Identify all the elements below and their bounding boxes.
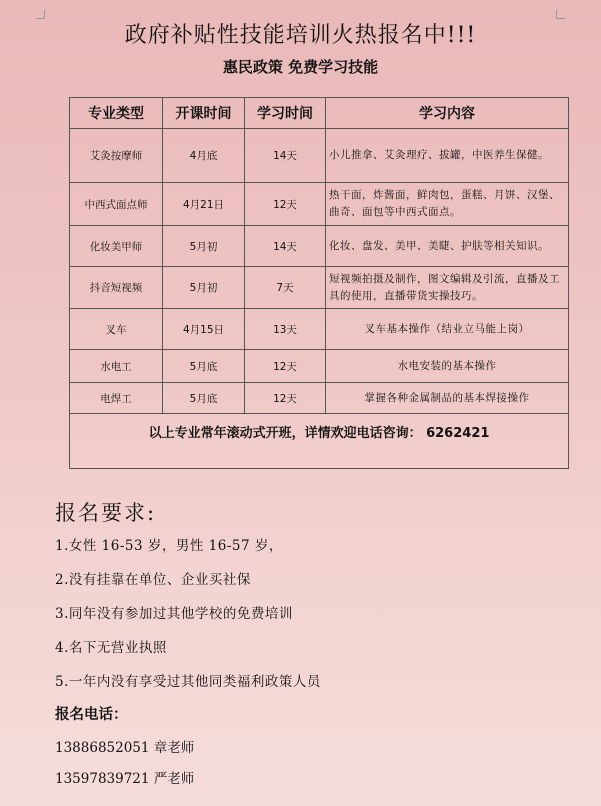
header-start: 开课时间 (163, 98, 245, 129)
cell-start: 5月初 (163, 267, 245, 309)
table-row (70, 267, 569, 309)
contact-phone: 13886852051 章老师 (55, 740, 195, 756)
cell-duration: 14天 (245, 129, 326, 183)
table-row (70, 183, 569, 226)
table-row (70, 350, 569, 383)
table-header-row (70, 98, 569, 129)
table-footer-note: 以上专业常年滚动式开班，详情欢迎电话咨询： 6262421 (70, 414, 569, 469)
requirement-item: 2.没有挂靠在单位、企业买社保 (55, 572, 251, 588)
cell-content: 热干面，炸酱面，鲜肉包，蛋糕、月饼、汉堡、曲奇、面包等中西式面点。 (326, 183, 569, 226)
requirements-heading: 报名要求: (55, 501, 157, 525)
cell-content: 短视频拍摄及制作，图文编辑及引流，直播及工具的使用，直播带货实操技巧。 (326, 267, 569, 309)
cell-type: 水电工 (70, 350, 163, 383)
cell-start: 4月底 (163, 129, 245, 183)
course-table (69, 97, 569, 469)
cell-duration: 7天 (245, 267, 326, 309)
header-type: 专业类型 (70, 98, 163, 129)
cell-content: 小儿推拿、艾灸理疗、拔罐，中医养生保健。 (326, 129, 569, 183)
cell-duration: 12天 (245, 350, 326, 383)
cell-duration: 14天 (245, 226, 326, 267)
requirement-item: 5.一年内没有享受过其他同类福利政策人员 (55, 674, 321, 690)
contact-heading: 报名电话： (55, 707, 128, 723)
cell-duration: 12天 (245, 183, 326, 226)
requirement-item: 1.女性 16-53 岁，男性 16-57 岁， (55, 538, 283, 554)
table-row (70, 383, 569, 414)
page-title: 政府补贴性技能培训火热报名中!!! (124, 23, 477, 48)
cell-type: 叉车 (70, 309, 163, 350)
contact-phone: 13597839721 严老师 (55, 771, 195, 787)
table-row (70, 129, 569, 183)
cell-type: 化妆美甲师 (70, 226, 163, 267)
requirement-item: 3.同年没有参加过其他学校的免费培训 (55, 606, 293, 622)
table-row (70, 309, 569, 350)
page-subtitle: 惠民政策 免费学习技能 (222, 58, 379, 76)
cell-type: 艾灸按摩师 (70, 129, 163, 183)
cell-start: 5月初 (163, 226, 245, 267)
cell-content: 掌握各种金属制品的基本焊接操作 (326, 383, 569, 414)
cell-content: 水电安装的基本操作 (326, 350, 569, 383)
header-duration: 学习时间 (245, 98, 326, 129)
requirements-list (55, 536, 321, 706)
cell-duration: 13天 (245, 309, 326, 350)
cell-start: 5月底 (163, 350, 245, 383)
table-row (70, 226, 569, 267)
cell-type: 电焊工 (70, 383, 163, 414)
cell-start: 4月21日 (163, 183, 245, 226)
requirement-item: 4.名下无营业执照 (55, 640, 167, 656)
cell-start: 4月15日 (163, 309, 245, 350)
cell-content: 化妆、盘发、美甲、美睫、护肤等相关知识。 (326, 226, 569, 267)
table-footer-row (70, 414, 569, 469)
cell-type: 抖音短视频 (70, 267, 163, 309)
cell-content: 叉车基本操作（结业立马能上岗） (326, 309, 569, 350)
cell-type: 中西式面点师 (70, 183, 163, 226)
cell-start: 5月底 (163, 383, 245, 414)
header-content: 学习内容 (326, 98, 569, 129)
cell-duration: 12天 (245, 383, 326, 414)
